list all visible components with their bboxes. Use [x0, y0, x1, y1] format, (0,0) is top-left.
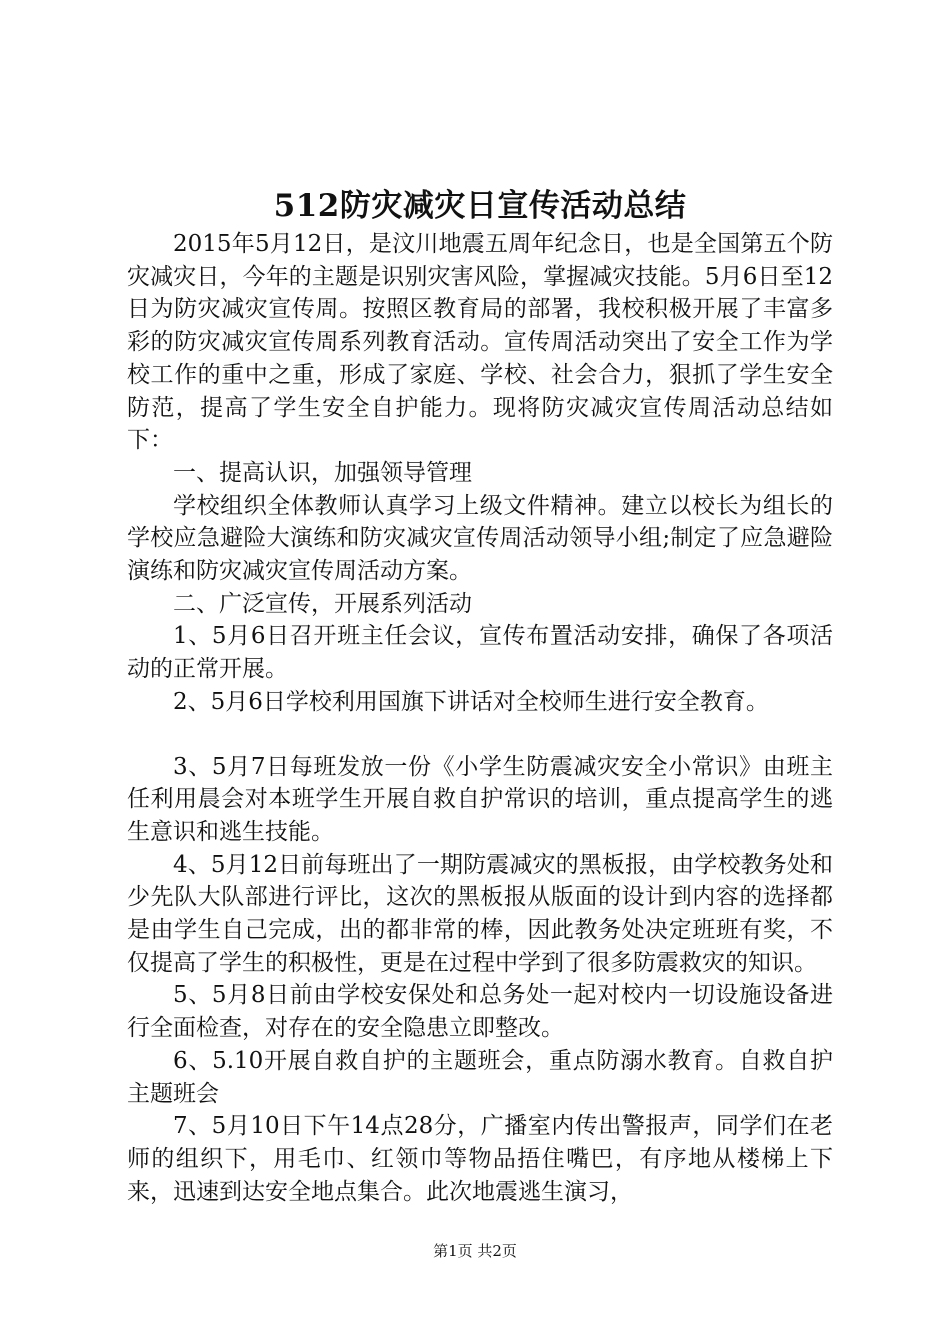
- list-item-4: 4、5月12日前每班出了一期防震减灾的黑板报，由学校教务处和少先队大队部进行评比，这次的黑板报从版面的设计到内容的选择都是由学生自己完成，出的都非常的棒，因此教务处决定班班有奖，不仅提高了学生的积极性，更是在过程中学到了很多防震救灾的知识。: [127, 851, 833, 976]
- list-item-3: 3、5月7日每班发放一份《小学生防震减灾安全小常识》由班主任利用晨会对本班学生开展自救自护常识的培训，重点提高学生的逃生意识和逃生技能。: [127, 753, 833, 845]
- list-item-7: 7、5月10日下午14点28分，广播室内传出警报声，同学们在老师的组织下，用毛巾、红领巾等物品捂住嘴巴，有序地从楼梯上下来，迅速到达安全地点集合。此次地震逃生演习，: [127, 1113, 833, 1205]
- list-item-1: 1、5月6日召开班主任会议，宣传布置活动安排，确保了各项活动的正常开展。: [127, 623, 833, 683]
- section-heading-2: 二、广泛宣传，开展系列活动: [173, 590, 472, 617]
- list-item-5: 5、5月8日前由学校安保处和总务处一起对校内一切设施设备进行全面检查，对存在的安全隐患立即整改。: [127, 982, 833, 1042]
- list-item-2: 2、5月6日学校利用国旗下讲话对全校师生进行安全教育。: [173, 688, 769, 715]
- page-footer: 第1页 共2页: [433, 1242, 517, 1260]
- paragraph-intro: 2015年5月12日，是汶川地震五周年纪念日，也是全国第五个防灾减灾日，今年的主题是识别灾害风险，掌握减灾技能。5月6日至12日为防灾减灾宣传周。按照区教育局的部署，我校积极开展了丰富多彩的防灾减灾宣传周系列教育活动。宣传周活动突出了安全工作为学校工作的重中之重，形成了家庭、学校、社会合力，狠抓了学生安全防范，提高了学生安全自护能力。现将防灾减灾宣传周活动总结如下：: [127, 231, 833, 454]
- section-heading-1: 一、提高认识，加强领导管理: [173, 459, 472, 486]
- list-item-6: 6、5.10开展自救自护的主题班会，重点防溺水教育。自救自护主题班会: [127, 1047, 833, 1107]
- document-page: [127, 180, 833, 1208]
- document-title: 512防灾减灾日宣传活动总结: [273, 188, 687, 224]
- paragraph-leadership: 学校组织全体教师认真学习上级文件精神。建立以校长为组长的学校应急避险大演练和防灾减灾宣传周活动领导小组;制定了应急避险演练和防灾减灾宣传周活动方案。: [127, 492, 833, 585]
